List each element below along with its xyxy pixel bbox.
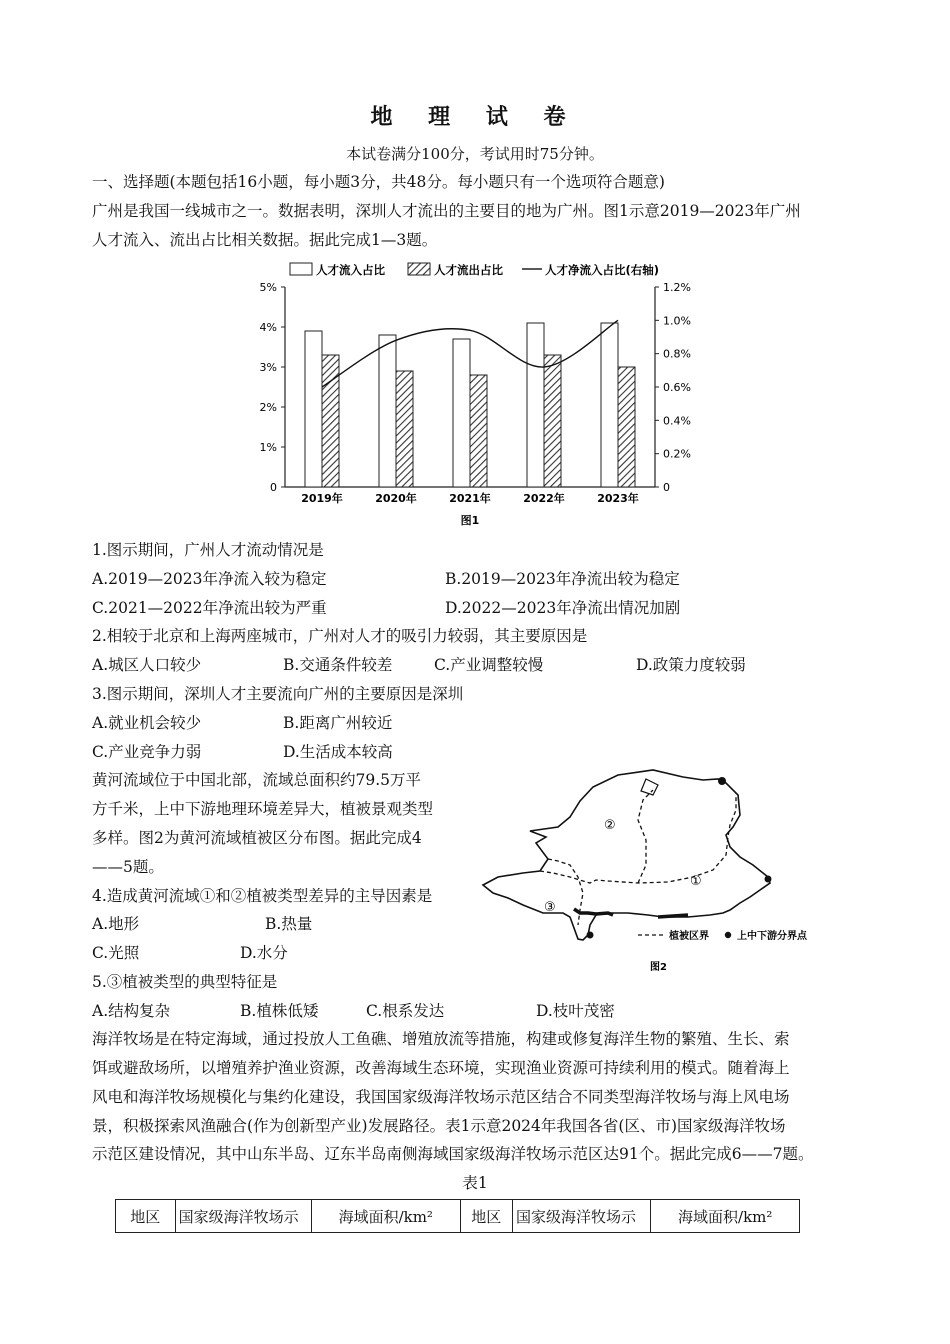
legend-point-swatch (725, 932, 731, 938)
bar-inflow (527, 323, 544, 487)
legend-net: 人才净流入占比(右轴) (545, 263, 660, 277)
division-point-lower (765, 876, 772, 883)
question-4-option-b[interactable]: B.热量 (265, 915, 313, 933)
y-left-tick-label: 5% (259, 281, 277, 294)
legend-boundary-label: 植被区界 (669, 931, 709, 942)
division-point-upper (718, 777, 726, 785)
question-3-option-c[interactable]: C.产业竞争力弱 (92, 743, 202, 761)
question-5-stem: 5.③植被类型的典型特征是 (92, 973, 278, 991)
y-right-tick-label: 0 (663, 481, 670, 494)
vegetation-boundary-1 (540, 795, 736, 883)
legend-inflow: 人才流入占比 (316, 263, 385, 277)
y-left-tick-label: 0 (270, 481, 277, 494)
y-left-tick-label: 1% (259, 441, 277, 454)
page-title: 地 理 试 卷 (370, 105, 580, 130)
question-1-option-d[interactable]: D.2022—2023年净流出情况加剧 (445, 599, 681, 617)
vegetation-boundary-3 (638, 790, 653, 883)
region-2-label: ② (604, 818, 616, 833)
question-1-option-c[interactable]: C.2021—2022年净流出较为严重 (92, 599, 327, 617)
table-header-cell: 地区 (116, 1200, 176, 1233)
x-tick-label: 2021年 (449, 492, 491, 505)
bar-outflow (396, 371, 413, 487)
y-right-tick-label: 0.8% (663, 347, 691, 361)
bar-outflow (544, 355, 561, 487)
legend-swatch-inflow (290, 263, 312, 275)
y-left-tick-label: 4% (259, 321, 277, 334)
y-right-tick-label: 1.2% (663, 281, 691, 294)
table-header-cell: 海域面积/km² (651, 1200, 800, 1233)
bar-inflow (601, 323, 618, 487)
table-header-cell: 地区 (460, 1200, 513, 1233)
question-4-stem: 4.造成黄河流域①和②植被类型差异的主导因素是 (92, 887, 433, 905)
bar-inflow (379, 335, 396, 487)
intro1-line2: 人才流入、流出占比相关数据。据此完成1—3题。 (92, 231, 438, 249)
y-right-tick-label: 0.2% (663, 447, 691, 461)
x-tick-label: 2020年 (375, 492, 417, 505)
question-2-stem: 2.相较于北京和上海两座城市，广州对人才的吸引力较弱，其主要原因是 (92, 627, 588, 645)
legend-swatch-outflow (408, 263, 430, 275)
question-3-option-a[interactable]: A.就业机会较少 (92, 714, 202, 732)
region-3-label: ③ (544, 900, 556, 915)
table-1 (115, 1199, 800, 1233)
table-header-cell: 国家级海洋牧场示 (175, 1200, 311, 1233)
intro2-line1: 黄河流域位于中国北部，流域总面积约79.5万平 (92, 771, 422, 789)
bar-outflow (322, 355, 339, 487)
river-loop (641, 779, 658, 795)
intro3-line2: 饵或避敌场所，以增殖养护渔业资源，改善海域生态环境，实现渔业资源可持续利用的模式。随着海上 (92, 1059, 790, 1077)
question-5-option-c[interactable]: C.根系发达 (366, 1002, 445, 1020)
legend-outflow: 人才流出占比 (434, 263, 503, 277)
question-2-option-d[interactable]: D.政策力度较弱 (636, 656, 746, 674)
question-3-option-d[interactable]: D.生活成本较高 (283, 743, 393, 761)
intro3-line3: 风电和海洋牧场规模化与集约化建设，我国国家级海洋牧场示范区结合不同类型海洋牧场与海上风电场 (92, 1088, 790, 1106)
y-right-tick-label: 1.0% (663, 314, 691, 328)
bar-inflow (453, 339, 470, 487)
x-tick-label: 2019年 (301, 492, 343, 505)
question-5-option-d[interactable]: D.枝叶茂密 (536, 1002, 615, 1020)
y-right-tick-label: 0.6% (663, 381, 691, 394)
table-header-row (116, 1200, 800, 1233)
question-3-option-b[interactable]: B.距离广州较近 (283, 714, 393, 732)
region-1-label: ① (690, 874, 702, 889)
intro3-line5: 示范区建设情况，其中山东半岛、辽东半岛南侧海域国家级海洋牧场示范区达91个。据此完成6——7题。 (92, 1145, 814, 1163)
question-2-option-a[interactable]: A.城区人口较少 (92, 656, 202, 674)
figure-1-chart (240, 252, 691, 537)
x-tick-label: 2022年 (523, 492, 565, 505)
question-3-stem: 3.图示期间，深圳人才主要流向广州的主要原因是深圳 (92, 685, 464, 703)
y-left-tick-label: 3% (259, 361, 277, 374)
x-tick-label: 2023年 (597, 492, 639, 505)
bar-inflow (305, 331, 322, 487)
question-5-option-a[interactable]: A.结构复杂 (92, 1002, 171, 1020)
intro2-line3: 多样。图2为黄河流域植被区分布图。据此完成4 (92, 829, 422, 847)
bar-outflow (470, 375, 487, 487)
intro3-line4: 景，积极探索风渔融合(作为创新型产业)发展路径。表1示意2024年我国各省(区、市)国家级海洋牧场 (92, 1117, 786, 1135)
exam-subtitle: 本试卷满分100分，考试用时75分钟。 (346, 145, 604, 163)
intro3-line1: 海洋牧场是在特定海域，通过投放人工鱼礁、增殖放流等措施，构建或修复海洋生物的繁殖、生长、索 (92, 1030, 790, 1048)
question-1-option-a[interactable]: A.2019—2023年净流入较为稳定 (92, 570, 327, 588)
basin-outline (483, 770, 770, 940)
table-header-cell: 海域面积/km² (312, 1200, 461, 1233)
question-4-option-c[interactable]: C.光照 (92, 944, 140, 962)
question-2-option-b[interactable]: B.交通条件较差 (283, 656, 393, 674)
question-2-option-c[interactable]: C.产业调整较慢 (434, 656, 544, 674)
intro1-line1: 广州是我国一线城市之一。数据表明，深圳人才流出的主要目的地为广州。图1示意2019—2023年广州 (92, 202, 801, 220)
table-header-cell: 国家级海洋牧场示 (513, 1200, 651, 1233)
intro2-line4: ——5题。 (92, 858, 164, 876)
question-1-option-b[interactable]: B.2019—2023年净流出较为稳定 (445, 570, 680, 588)
figure-1-caption: 图1 (460, 514, 480, 527)
table-1-caption: 表1 (462, 1174, 488, 1192)
question-4-option-d[interactable]: D.水分 (240, 944, 288, 962)
question-4-option-a[interactable]: A.地形 (92, 915, 140, 933)
intro2-line2: 方千米，上中下游地理环境差异大，植被景观类型 (92, 800, 434, 818)
y-right-tick-label: 0.4% (663, 414, 691, 428)
figure-2-map (478, 765, 830, 980)
section-heading: 一、选择题(本题包括16小题，每小题3分，共48分。每小题只有一个选项符合题意) (92, 173, 665, 191)
question-5-option-b[interactable]: B.植株低矮 (240, 1002, 319, 1020)
y-left-tick-label: 2% (259, 401, 277, 414)
bar-outflow (618, 367, 635, 487)
figure-2-caption: 图2 (650, 962, 667, 973)
division-point-middle (587, 932, 594, 939)
legend-point-label: 上中下游分界点 (737, 931, 807, 942)
question-1-stem: 1.图示期间，广州人才流动情况是 (92, 541, 324, 559)
river-segment-east (658, 915, 688, 917)
